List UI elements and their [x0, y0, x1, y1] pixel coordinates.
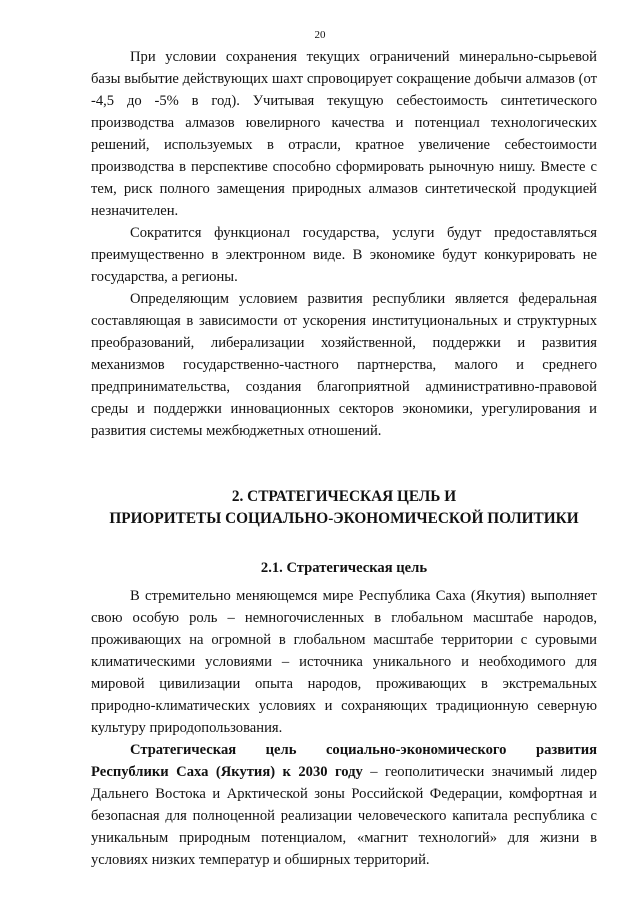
strategic-goal-text: – геополитически значимый лидер Дальнего Востока и Арктической зоны Российской Федерации, комфортная и безопасная для полноценной реализации человеческого капитала республика с уникальным природным потенциалом, «магнит технологий» для жизни в условиях низких температур и обширных территорий. [91, 764, 597, 868]
subsection-title: 2.1. Стратегическая цель [260, 560, 428, 576]
paragraph-world-role: В стремительно меняющемся мире Республика Саха (Якутия) выполняет свою особую роль – немногочисленных в глобальном масштабе народов, проживающих на огромной в глобальном масштабе территории с суровыми климатическими условиями – источника уникального и необходимого для мировой цивилизации опыта народов, проживающих в экстремальных природно-климатических условиях и сохраняющих традиционную северную культуру природопользования. [91, 588, 597, 736]
paragraph-strategic-goal [91, 739, 597, 871]
paragraph-diamonds: При условии сохранения текущих ограничений минерально-сырьевой базы выбытие действующих шахт спровоцирует сокращение добычи алмазов (от -4,5 до -5% в год). Учитывая текущую себестоимость синтетического производства алмазов ювелирного качества и потенциал технологических решений, используемых в отрасли, кратное увеличение себестоимости производства в перспективе способно сформировать рыночную нишу. Вместе с тем, риск полного замещения природных алмазов синтетической продукцией незначителен. [91, 49, 597, 219]
strategic-goal-heading: Стратегическая цель социально-экономического развития Республики Саха (Якутия) к 2030 году [91, 742, 597, 780]
paragraph-state-functions: Сократится функционал государства, услуги будут предоставляться преимущественно в электронном виде. В экономике будут конкурировать не государства, а регионы. [91, 225, 597, 285]
page-number: 20 [314, 29, 326, 41]
document-body [91, 46, 597, 871]
paragraph-federal-component: Определяющим условием развития республики является федеральная составляющая в зависимости от ускорения институциональных и структурных преобразований, либерализации хозяйственной, поддержки и развития механизмов государственно-частного партнерства, малого и среднего предпринимательства, создания благоприятной административно-правовой среды и поддержки инновационных секторов экономики, урегулирования и развития системы межбюджетных отношений. [91, 291, 597, 439]
section-title [91, 486, 597, 530]
section-title-line-2: ПРИОРИТЕТЫ СОЦИАЛЬНО-ЭКОНОМИЧЕСКОЙ ПОЛИТИКИ [109, 510, 579, 527]
section-title-line-1: 2. СТРАТЕГИЧЕСКАЯ ЦЕЛЬ И [231, 488, 457, 505]
